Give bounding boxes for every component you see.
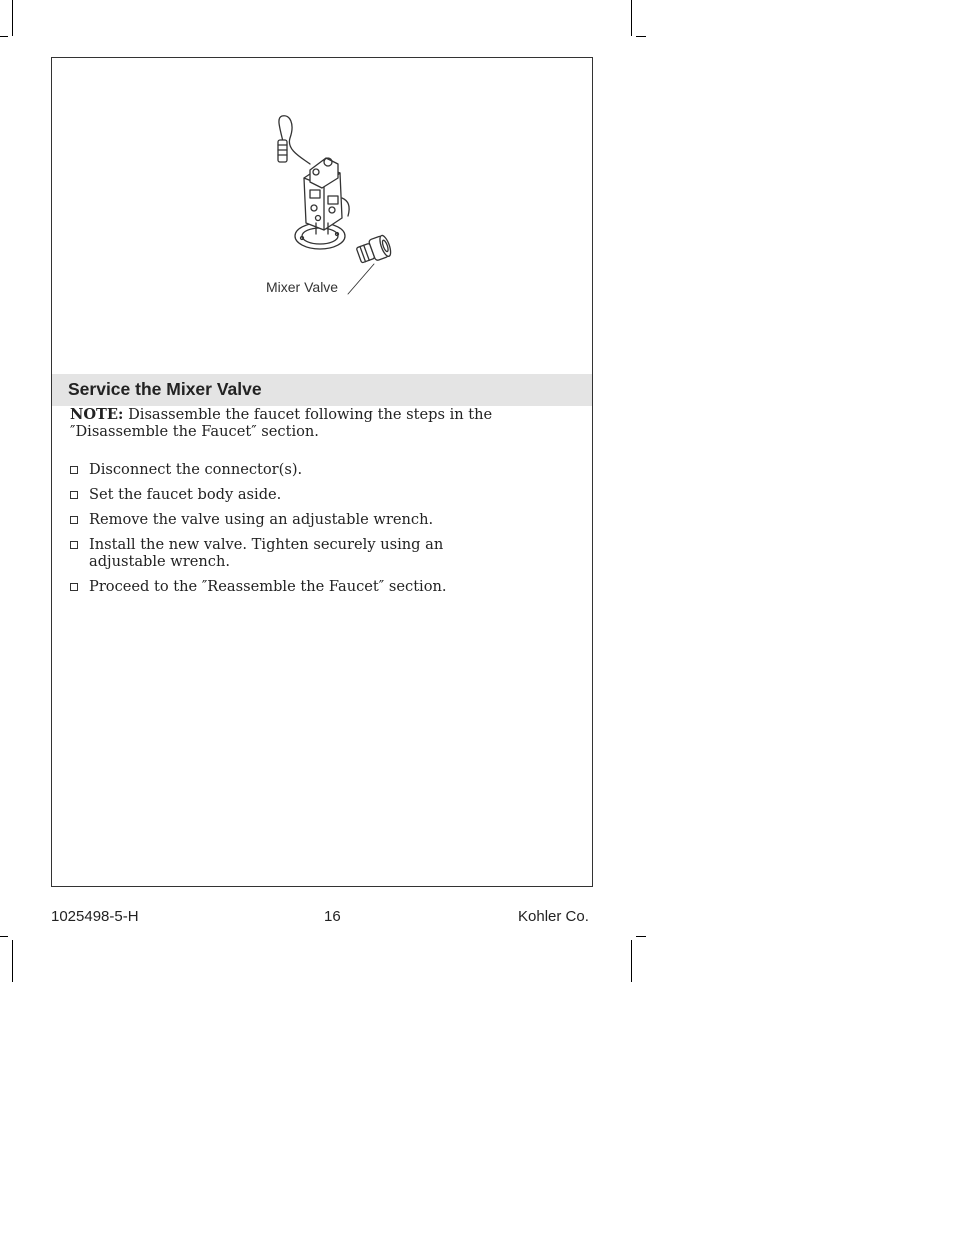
list-item bbox=[70, 461, 510, 478]
crop-mark bbox=[631, 0, 632, 36]
footer-company: Kohler Co. bbox=[518, 908, 589, 925]
step-text: Disconnect the connector(s). bbox=[89, 461, 303, 478]
crop-mark bbox=[636, 936, 646, 937]
mixer-valve-callout: Mixer Valve bbox=[266, 279, 339, 295]
crop-mark bbox=[12, 0, 13, 36]
step-text: Set the faucet body aside. bbox=[89, 486, 282, 503]
list-item bbox=[70, 578, 510, 595]
note-paragraph bbox=[70, 406, 500, 440]
crop-mark bbox=[631, 940, 632, 982]
checkbox-bullet-icon bbox=[70, 541, 78, 549]
footer-doc-number: 1025498-5-H bbox=[51, 908, 139, 925]
footer-page-number: 16 bbox=[324, 908, 341, 925]
section-title: Service the Mixer Valve bbox=[68, 379, 262, 399]
crop-mark bbox=[0, 936, 8, 937]
list-item bbox=[70, 511, 510, 528]
checkbox-bullet-icon bbox=[70, 491, 78, 499]
crop-mark bbox=[12, 940, 13, 982]
content-frame bbox=[51, 57, 593, 887]
mixer-valve-illustration bbox=[52, 58, 592, 358]
list-item bbox=[70, 486, 510, 503]
step-text: Proceed to the ″Reassemble the Faucet″ section. bbox=[89, 578, 447, 595]
checkbox-bullet-icon bbox=[70, 583, 78, 591]
list-item bbox=[70, 536, 510, 570]
note-label: NOTE: bbox=[70, 406, 124, 423]
steps-list bbox=[70, 461, 510, 603]
step-text: Install the new valve. Tighten securely using an adjustable wrench. bbox=[89, 536, 444, 570]
checkbox-bullet-icon bbox=[70, 466, 78, 474]
step-text: Remove the valve using an adjustable wrench. bbox=[89, 511, 434, 528]
crop-mark bbox=[636, 36, 646, 37]
section-header bbox=[52, 374, 592, 406]
note-text: Disassemble the faucet following the steps in the ″Disassemble the Faucet″ section. bbox=[70, 406, 493, 440]
checkbox-bullet-icon bbox=[70, 516, 78, 524]
crop-mark bbox=[0, 36, 8, 37]
